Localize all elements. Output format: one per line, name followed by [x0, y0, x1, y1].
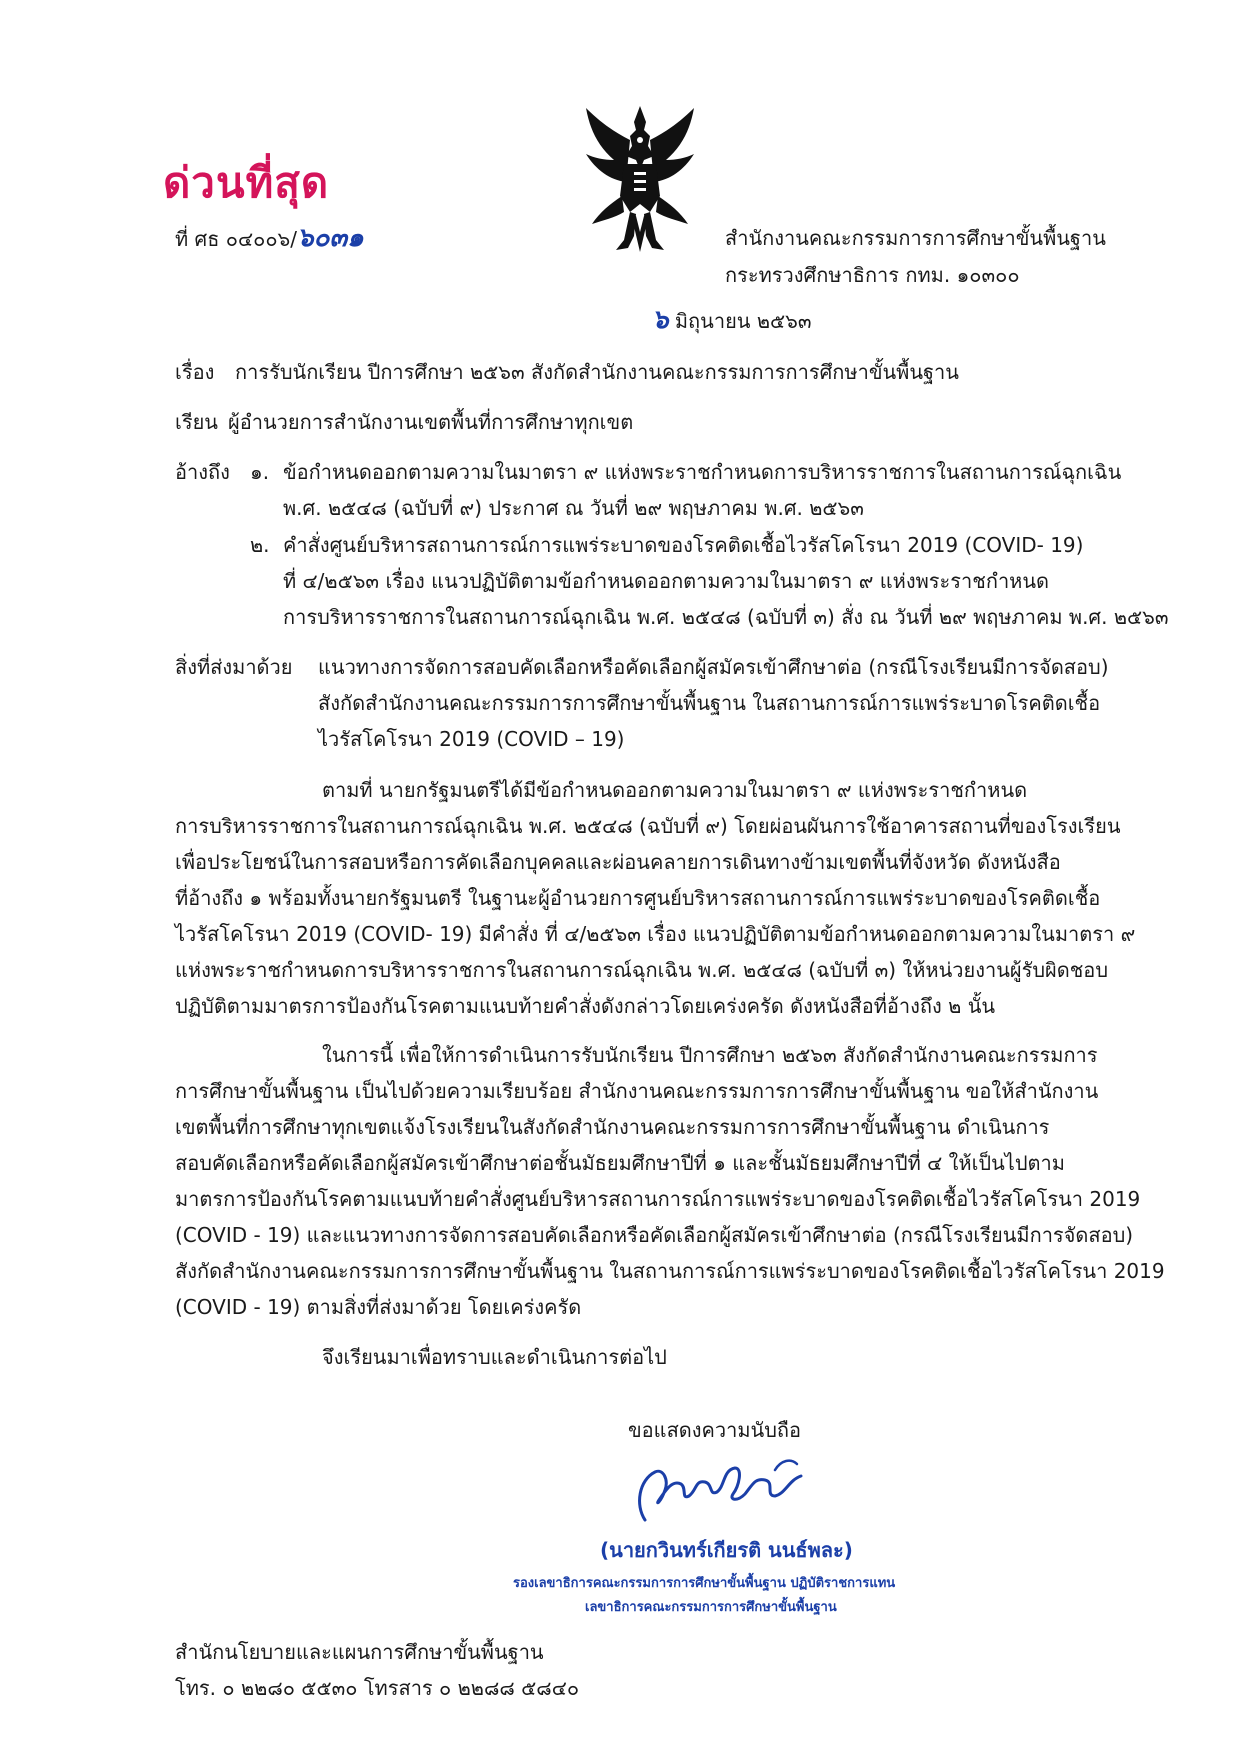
addressee-label: เรียน — [175, 410, 218, 434]
body-para1-line3: เพื่อประโยชน์ในการสอบหรือการคัดเลือกบุคคลและผ่อนคลายการเดินทางข้ามเขตพื้นที่จังหวัด ดังหนังสือ — [175, 850, 1061, 874]
footer-contact: โทร. ๐ ๒๒๘๐ ๕๕๓๐ โทรสาร ๐ ๒๒๘๘ ๕๘๔๐ — [175, 1676, 580, 1700]
issuing-office-line2: กระทรวงศึกษาธิการ กทม. ๑๐๓๐๐ — [725, 263, 1020, 287]
reference-1-line2: พ.ศ. ๒๕๔๘ (ฉบับที่ ๙) ประกาศ ณ วันที่ ๒๙ พฤษภาคม พ.ศ. ๒๕๖๓ — [283, 496, 864, 520]
reference-1-line1: ข้อกำหนดออกตามความในมาตรา ๙ แห่งพระราชกำหนดการบริหารราชการในสถานการณ์ฉุกเฉิน — [283, 460, 1122, 484]
issuing-office-line1: สำนักงานคณะกรรมการการศึกษาขั้นพื้นฐาน — [725, 226, 1106, 250]
body-para2-line6: (COVID - 19) และแนวทางการจัดการสอบคัดเลือกหรือคัดเลือกผู้สมัครเข้าศึกษาต่อ (กรณีโรงเรียนมีการจัดสอบ) — [175, 1223, 1134, 1247]
body-para2-line5: มาตรการป้องกันโรคตามแนบท้ายคำสั่งศูนย์บริหารสถานการณ์การแพร่ระบาดของโรคติดเชื้อไวรัสโคโรนา 2019 — [175, 1187, 1141, 1211]
handwritten-signature — [625, 1450, 825, 1530]
body-para1-line5: ไวรัสโคโรนา 2019 (COVID- 19) มีคำสั่ง ที่ ๔/๒๕๖๓ เรื่อง แนวปฏิบัติตามข้อกำหนดออกตามความในมาตรา ๙ — [175, 922, 1136, 946]
document-number-prefix: ที่ ศธ ๐๔๐๐๖/ — [175, 227, 297, 251]
subject-label: เรื่อง — [175, 360, 215, 384]
enclosure-line1: แนวทางการจัดการสอบคัดเลือกหรือคัดเลือกผู้สมัครเข้าศึกษาต่อ (กรณีโรงเรียนมีการจัดสอบ) — [318, 655, 1109, 679]
signer-title-line2: เลขาธิการคณะกรรมการการศึกษาขั้นพื้นฐาน — [585, 1600, 837, 1615]
enclosure-line2: สังกัดสำนักงานคณะกรรมการการศึกษาขั้นพื้นฐาน ในสถานการณ์การแพร่ระบาดโรคติดเชื้อ — [318, 691, 1101, 715]
reference-2-line2: ที่ ๔/๒๕๖๓ เรื่อง แนวปฏิบัติตามข้อกำหนดออกตามความในมาตรา ๙ แห่งพระราชกำหนด — [283, 569, 1050, 593]
garuda-emblem — [580, 100, 700, 260]
footer-department: สำนักนโยบายและแผนการศึกษาขั้นพื้นฐาน — [175, 1640, 544, 1664]
body-para1-line1: ตามที่ นายกรัฐมนตรีได้มีข้อกำหนดออกตามความในมาตรา ๙ แห่งพระราชกำหนด — [322, 778, 1028, 802]
reference-2-line3: การบริหารราชการในสถานการณ์ฉุกเฉิน พ.ศ. ๒๕๔๘ (ฉบับที่ ๓) สั่ง ณ วันที่ ๒๙ พฤษภาคม พ.ศ. ๒๕๖๓ — [283, 605, 1169, 629]
body-para1-line6: แห่งพระราชกำหนดการบริหารราชการในสถานการณ์ฉุกเฉิน พ.ศ. ๒๕๔๘ (ฉบับที่ ๓) ให้หน่วยงานผู้รับผิดชอบ — [175, 958, 1109, 982]
reference-1-number: ๑. — [250, 460, 270, 484]
signature-graphic — [625, 1450, 825, 1530]
body-para2-line2: การศึกษาขั้นพื้นฐาน เป็นไปด้วยความเรียบร้อย สำนักงานคณะกรรมการการศึกษาขั้นพื้นฐาน ขอให้สำนักงาน — [175, 1079, 1099, 1103]
body-para2-line3: เขตพื้นที่การศึกษาทุกเขตแจ้งโรงเรียนในสังกัดสำนักงานคณะกรรมการการศึกษาขั้นพื้นฐาน ดำเนินการ — [175, 1115, 1050, 1139]
body-para2-line4: สอบคัดเลือกหรือคัดเลือกผู้สมัครเข้าศึกษาต่อชั้นมัธยมศึกษาปีที่ ๑ และชั้นมัธยมศึกษาปีที่ ๔ ให้เป็นไปตาม — [175, 1151, 1065, 1175]
body-para2-line7: สังกัดสำนักงานคณะกรรมการการศึกษาขั้นพื้นฐาน ในสถานการณ์การแพร่ระบาดของโรคติดเชื้อไวรัสโคโรนา 2019 — [175, 1259, 1165, 1283]
enclosure-label: สิ่งที่ส่งมาด้วย — [175, 655, 293, 679]
references-label: อ้างถึง — [175, 460, 230, 484]
signer-name: (นายกวินทร์เกียรติ นนธ์พละ) — [600, 1538, 853, 1562]
signer-title-line1: รองเลขาธิการคณะกรรมการการศึกษาขั้นพื้นฐาน ปฏิบัติราชการแทน — [513, 1576, 896, 1591]
body-para2-line8: (COVID - 19) ตามสิ่งที่ส่งมาด้วย โดยเคร่งครัด — [175, 1295, 582, 1319]
reference-2-line1: คำสั่งศูนย์บริหารสถานการณ์การแพร่ระบาดของโรคติดเชื้อไวรัสโคโรนา 2019 (COVID- 19) — [283, 533, 1084, 557]
complimentary-close: ขอแสดงความนับถือ — [628, 1418, 802, 1442]
reference-2-number: ๒. — [250, 533, 270, 557]
subject-text: การรับนักเรียน ปีการศึกษา ๒๕๖๓ สังกัดสำนักงานคณะกรรมการการศึกษาขั้นพื้นฐาน — [235, 360, 959, 384]
body-para1-line2: การบริหารราชการในสถานการณ์ฉุกเฉิน พ.ศ. ๒๕๔๘ (ฉบับที่ ๙) โดยผ่อนผันการใช้อาคารสถานที่ของโรงเรียน — [175, 814, 1121, 838]
date-month-year: มิถุนายน ๒๕๖๓ — [674, 309, 812, 333]
enclosure-line3: ไวรัสโคโรนา 2019 (COVID – 19) — [318, 727, 625, 751]
date-day-handwritten: ๖ — [652, 305, 669, 335]
document-date — [652, 305, 812, 336]
urgency-stamp: ด่วนที่สุด — [163, 158, 330, 207]
document-number — [175, 223, 364, 254]
garuda-emblem-graphic — [580, 100, 700, 260]
body-para2-line1: ในการนี้ เพื่อให้การดำเนินการรับนักเรียน ปีการศึกษา ๒๕๖๓ สังกัดสำนักงานคณะกรรมการ — [322, 1043, 1098, 1067]
closing-sentence: จึงเรียนมาเพื่อทราบและดำเนินการต่อไป — [322, 1345, 667, 1369]
body-para1-line7: ปฏิบัติตามมาตรการป้องกันโรคตามแนบท้ายคำสั่งดังกล่าวโดยเคร่งครัด ดังหนังสือที่อ้างถึง ๒ นั้น — [175, 994, 996, 1018]
document-number-handwritten: ๖๐๓๑ — [297, 223, 364, 253]
addressee-text: ผู้อำนวยการสำนักงานเขตพื้นที่การศึกษาทุกเขต — [228, 410, 634, 434]
body-para1-line4: ที่อ้างถึง ๑ พร้อมทั้งนายกรัฐมนตรี ในฐานะผู้อำนวยการศูนย์บริหารสถานการณ์การแพร่ระบาดของโรคติดเชื้อ — [175, 886, 1101, 910]
